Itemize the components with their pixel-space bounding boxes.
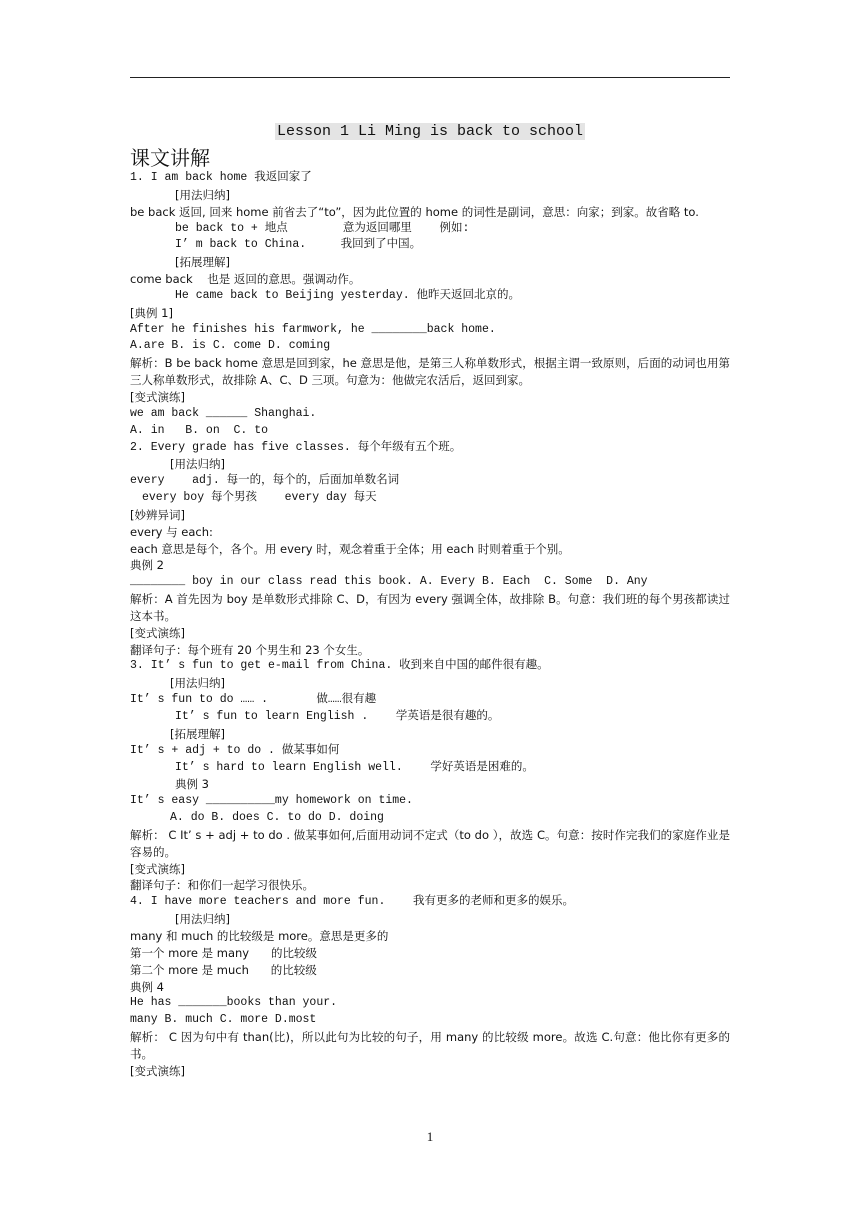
body-line: each 意思是每个，各个。用 every 时，观念着重于全体；用 each 时则着重于个别。 [130, 541, 570, 556]
body-line: 典例 4 [130, 979, 164, 994]
body-line: It’ s fun to do …… . 做……很有趣 [130, 693, 377, 707]
body-line: It’ s + adj + to do . 做某事如何 [130, 743, 340, 757]
body-line: [变式演练] [130, 1063, 185, 1078]
body-line: [变式演练] [130, 389, 185, 404]
body-line: A. do B. does C. to do D. doing [170, 811, 384, 825]
body-line: It’ s hard to learn English well. 学好英语是困难的。 [175, 760, 534, 774]
body-line: 第一个 more 是 many 的比较级 [130, 945, 318, 960]
body-line: [用法归纳] [170, 457, 225, 472]
body-line: 典例 3 [175, 777, 209, 792]
document-body [130, 170, 730, 1080]
body-line: many 和 much 的比较级是 more。意思是更多的 [130, 928, 389, 943]
body-line: be back to + 地点 意为返回哪里 例如: [175, 221, 470, 235]
body-line: [拓展理解] [170, 726, 225, 741]
body-line: [用法归纳] [175, 912, 230, 927]
body-line: 解析：A 首先因为 boy 是单数形式排除 C、D，有因为 every 强调全体，故排除 B。句意：我们班的每个男孩都读过这本书。 [130, 592, 730, 623]
body-line: ________ boy in our class read this book. A. Every B. Each C. Some D. Any [130, 575, 648, 589]
body-line: [拓展理解] [175, 255, 230, 270]
body-line: 解析： C 因为句中有 than(比)，所以此句为比较的句子，用 many 的比较级 more。故选 C.句意：他比你有更多的书。 [130, 1030, 730, 1061]
page-number: 1 [426, 1129, 434, 1144]
body-line: come back 也是 返回的意思。强调动作。 [130, 272, 361, 287]
body-line: 解析： C It’ s + adj + to do . 做某事如何,后面用动词不定式（to do ），故选 C。句意：按时作完我们的家庭作业是容易的。 [130, 827, 730, 859]
body-line: 2. Every grade has five classes. 每个年级有五个班。 [130, 440, 462, 454]
body-line: every 与 each: [130, 524, 213, 539]
body-line: 4. I have more teachers and more fun. 我有更多的老师和更多的娱乐。 [130, 895, 574, 909]
body-line: [妙辨异词] [130, 507, 185, 522]
body-line: 1. I am back home 我返回家了 [130, 171, 312, 184]
body-line: He came back to Beijing yesterday. 他昨天返回北京的。 [175, 288, 521, 302]
body-line: [变式演练] [130, 861, 185, 876]
body-line: He has _______books than your. [130, 996, 338, 1010]
section-title: 课文讲解 [130, 146, 210, 170]
body-line: we am back ______ Shanghai. [130, 406, 317, 420]
body-line: every adj. 每一的，每个的，后面加单数名词 [130, 474, 400, 488]
lesson-title: Lesson 1 Li Ming is back to school [276, 123, 584, 140]
body-line: It’ s fun to learn English . 学英语是很有趣的。 [175, 710, 500, 723]
body-line: I’ m back to China. 我回到了中国。 [175, 238, 422, 252]
body-line: every boy 每个男孩 every day 每天 [142, 491, 377, 505]
body-line: 第二个 more 是 much 的比较级 [130, 962, 317, 977]
body-line: It’ s easy __________my homework on time. [130, 794, 413, 808]
body-line: 3. It’ s fun to get e-mail from China. 收到来自中国的邮件很有趣。 [130, 659, 549, 673]
body-line: A. in B. on C. to [130, 423, 269, 437]
body-line: [变式演练] [130, 625, 185, 640]
body-line: many B. much C. more D.most [130, 1013, 317, 1027]
header-rule [130, 77, 730, 78]
body-line: be back 返回, 回来 home 前省去了“to”，因为此位置的 home 的词性是副词，意思：向家；到家。故省略 to. [130, 204, 699, 219]
body-line: 典例 2 [130, 558, 164, 573]
body-line: 翻译句子：每个班有 20 个男生和 23 个女生。 [130, 642, 370, 657]
body-line: After he finishes his farmwork, he ________back home. [130, 322, 496, 336]
body-line: [用法归纳] [175, 187, 230, 202]
body-line: A.are B. is C. come D. coming [130, 339, 331, 353]
body-line: [典例 1] [130, 305, 173, 320]
body-line: 翻译句子：和你们一起学习很快乐。 [130, 878, 314, 893]
body-line: [用法归纳] [170, 676, 225, 691]
body-line: 解析：B be back home 意思是回到家，he 意思是他，是第三人称单数形式，根据主谓一致原则，后面的动词也用第三人称单数形式，故排除 A、C、D 三项。句意为：他做完农活后，返回到家。 [130, 356, 730, 388]
